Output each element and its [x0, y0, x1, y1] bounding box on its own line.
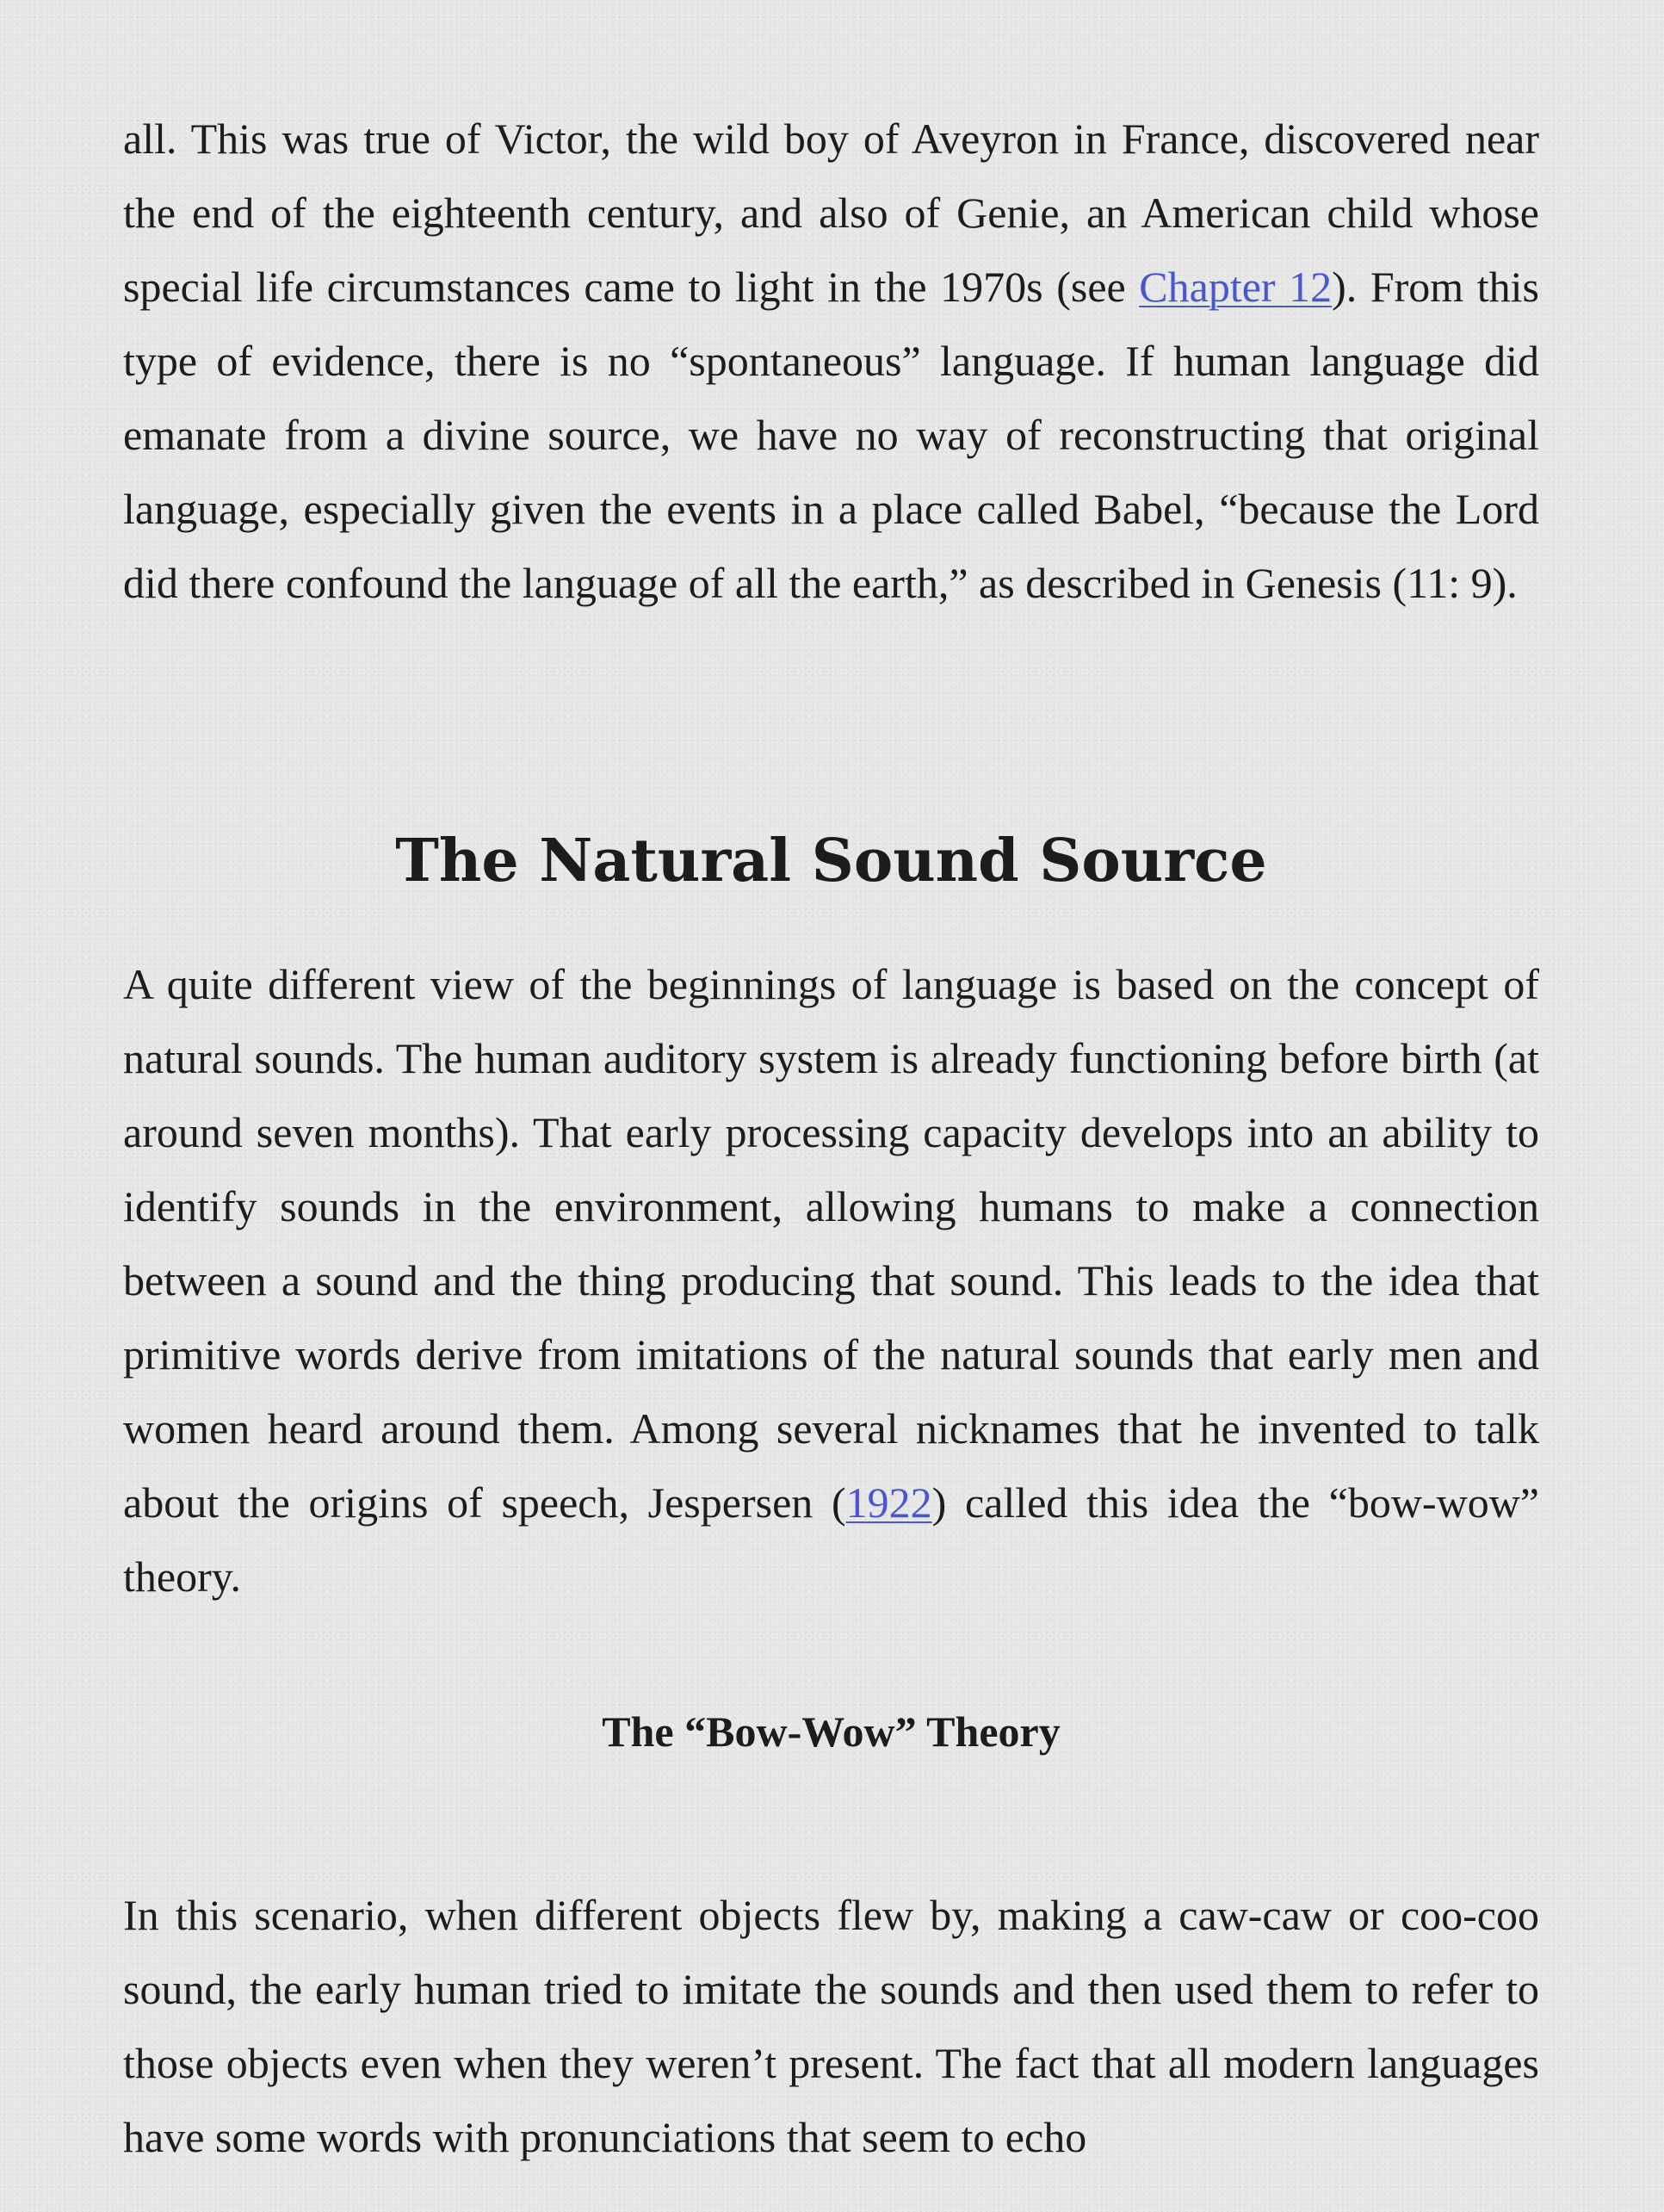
- paragraph-natural-sounds: [123, 947, 1539, 1614]
- section-heading: The Natural Sound Source: [395, 827, 1267, 895]
- jespersen-1922-link[interactable]: 1922: [845, 1478, 932, 1527]
- paragraph-text: In this scenario, when different objects flew by, making a caw-caw or coo-coo sound, the early human tried to imitate the sounds and then used them to refer to those objects even when they weren’t present. The fact that all modern languages have some words with pronunciations that seem to echo: [123, 1891, 1539, 2161]
- paragraph-genesis: [123, 102, 1539, 620]
- paragraph-text: ). From this type of evidence, there is no “spontaneous” language. If human language did emanate from a divine source, we have no way of reconstructing that original language, especially given the events in a place called Babel, “because the Lord did there confound the language of all the earth,” as described in Genesis (11: 9).: [123, 263, 1539, 607]
- subsection-heading: The “Bow-Wow” Theory: [602, 1707, 1061, 1756]
- paragraph-text: A quite different view of the beginnings of language is based on the concept of natural sounds. The human auditory system is already functioning before birth (at around seven months). That early processing capacity develops into an ability to identify sounds in the environment, allowing humans to make a connection between a sound and the thing producing that sound. This leads to the idea that primitive words derive from imitations of the natural sounds that early men and women heard around them. Among several nicknames that he invented to talk about the origins of speech, Jespersen (: [123, 960, 1539, 1527]
- paragraph-bow-wow: [123, 1878, 1539, 2174]
- paragraph-text: ) called this idea the “bow-wow” theory.: [123, 1478, 1539, 1601]
- paragraph-text: all. This was true of Victor, the wild boy of Aveyron in France, discovered near the end of the eighteenth century, and also of Genie, an American child whose special life circumstances came to light in the 1970s (see: [123, 115, 1539, 311]
- chapter-12-link[interactable]: Chapter 12: [1139, 263, 1333, 311]
